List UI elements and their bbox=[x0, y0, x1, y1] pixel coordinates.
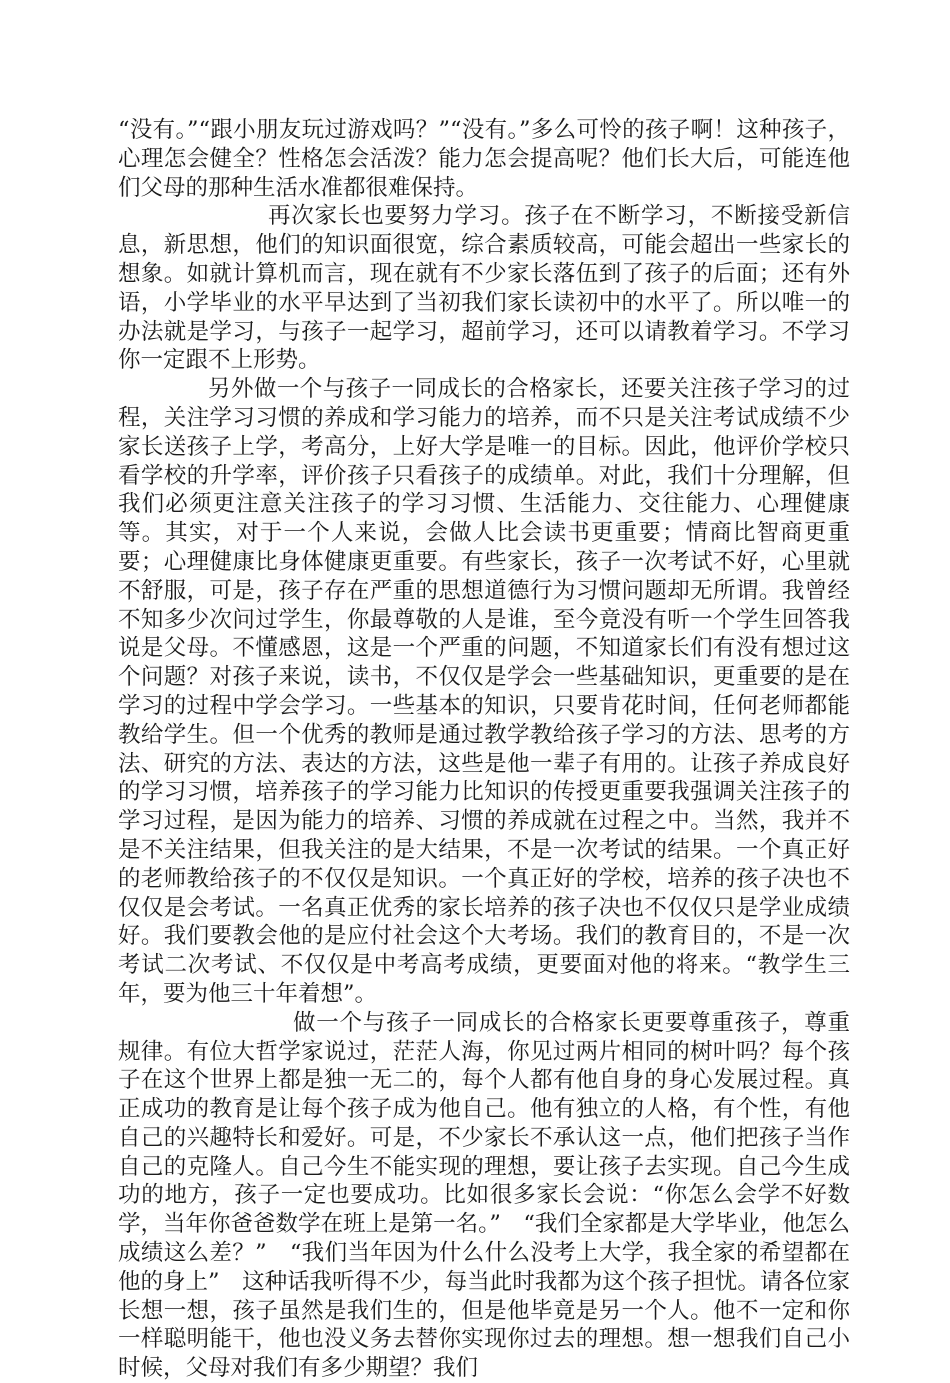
paragraph-respect-child: 做一个与孩子一同成长的合格家长更要尊重孩子，尊重规律。有位大哲学家说过，茫茫人海，你见过两片相同的树叶吗？每个孩子在这个世界上都是独一无二的，每个人都有他自身的身心发展过程。真正成功的教育是让每个孩子成为他自己。他有独立的人格，有个性，有他自己的兴趣特长和爱好。可是，不少家长不承认这一点，他们把孩子当作自己的克隆人。自己今生不能实现的理想，要让孩子去实现。自己今生成功的地方，孩子一定也要成功。比如很多家长会说：“你怎么会学不好数学，当年你爸爸数学在班上是第一名。” “我们全家都是大学毕业，他怎么成绩这么差？” “我们当年因为什么什么没考上大学，我全家的希望都在他的身上” 这种话我听得不少，每当此时我都为这个孩子担忧。请各位家长想一想，孩子虽然是我们生的，但是他毕竟是另一个人。他不一定和你一样聪明能干，他也没义务去替你实现你过去的理想。想一想我们自己小时候，父母对我们有多少期望？我们 bbox=[118, 1009, 850, 1382]
paragraph-learning-process: 另外做一个与孩子一同成长的合格家长，还要关注孩子学习的过程，关注学习习惯的养成和学习能力的培养，而不只是关注考试成绩不少家长送孩子上学，考高分，上好大学是唯一的目标。因此，他评价学校只看学校的升学率，评价孩子只看孩子的成绩单。对此，我们十分理解，但我们必须更注意关注孩子的学习习惯、生活能力、交往能力、心理健康等。其实，对于一个人来说，会做人比会读书更重要；情商比智商更重要；心理健康比身体健康更重要。有些家长，孩子一次考试不好，心里就不舒服，可是，孩子存在严重的思想道德行为习惯问题却无所谓。我曾经不知多少次问过学生，你最尊敬的人是谁，至今竟没有听一个学生回答我说是父母。不懂感恩，这是一个严重的问题，不知道家长们有没有想过这个问题？对孩子来说，读书，不仅仅是学会一些基础知识，更重要的是在学习的过程中学会学习。一些基本的知识，只要肯花时间，任何老师都能教给学生。但一个优秀的教师是通过教学教给孩子学习的方法、思考的方法、研究的方法、表达的方法，这些是他一辈子有用的。让孩子养成良好的学习习惯，培养孩子的学习能力比知识的传授更重要我强调关注孩子的学习过程，是因为能力的培养、习惯的养成就在过程之中。当然，我并不是不关注结果，但我关注的是大结果，不是一次考试的结果。一个真正好的老师教给孩子的不仅仅是知识。一个真正好的学校，培养的孩子决也不仅仅是会考试。一名真正优秀的家长培养的孩子决也不仅仅只是学业成绩好。我们要教会他的是应付社会这个大考场。我们的教育目的，不是一次考试二次考试、不仅仅是中考高考成绩，更要面对他的将来。“教学生三年，要为他三十年着想”。 bbox=[118, 376, 850, 1007]
paragraph-continued: “没有。”“跟小朋友玩过游戏吗？”“没有。”多么可怜的孩子啊！这种孩子，心理怎会健全？性格怎会活泼？能力怎会提高呢？他们长大后，可能连他们父母的那种生活水准都很难保持。 bbox=[118, 117, 850, 201]
document-body bbox=[118, 116, 850, 1383]
paragraph-learning: 再次家长也要努力学习。孩子在不断学习，不断接受新信息，新思想，他们的知识面很宽，综合素质较高，可能会超出一些家长的想象。如就计算机而言，现在就有不少家长落伍到了孩子的后面；还有外语，小学毕业的水平早达到了当初我们家长读初中的水平了。所以唯一的办法就是学习，与孩子一起学习，超前学习，还可以请教着学习。不学习你一定跟不上形势。 bbox=[118, 203, 850, 374]
